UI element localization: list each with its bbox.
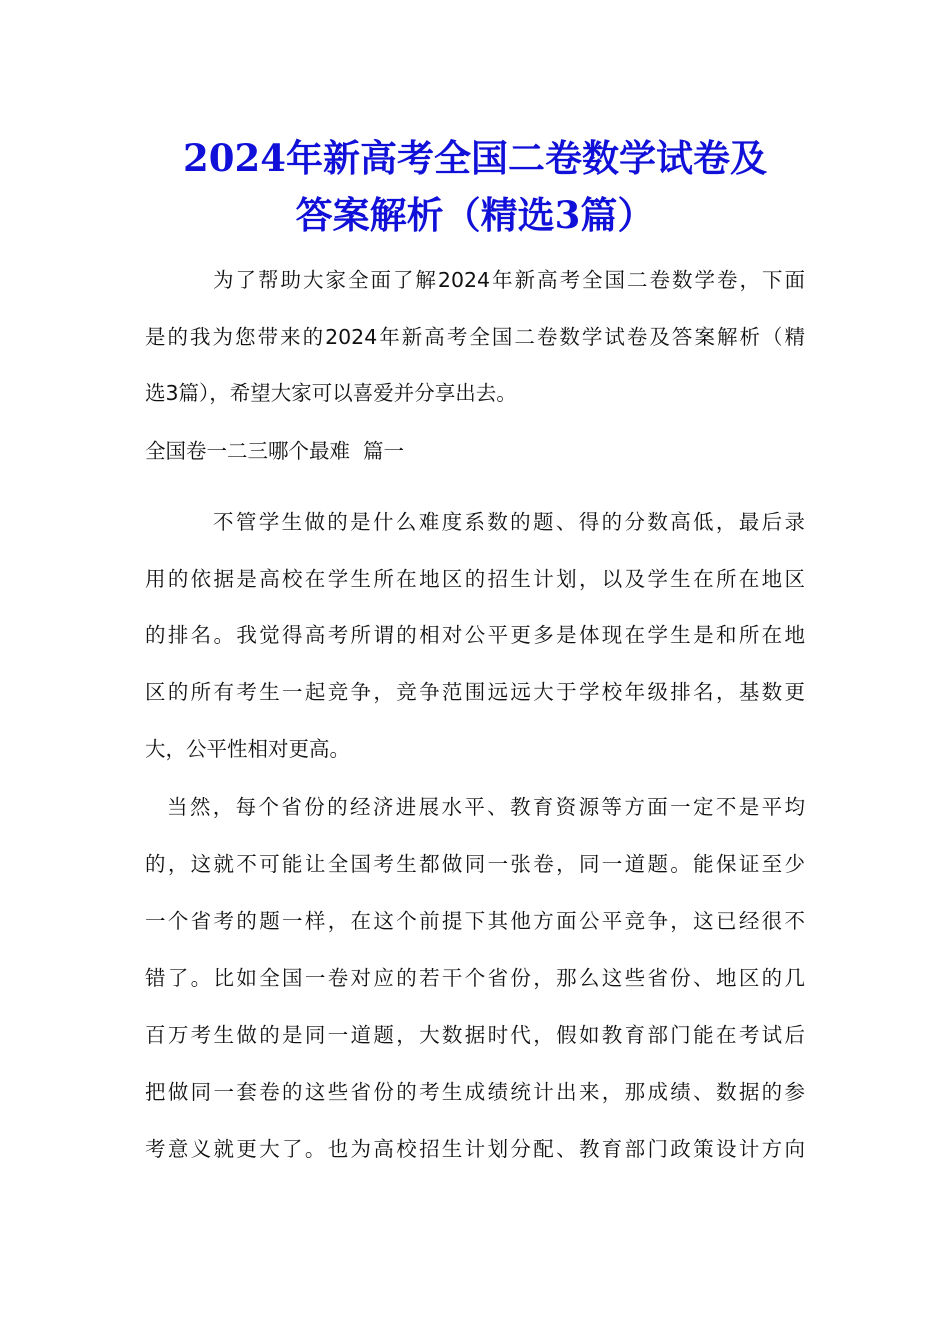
paragraph2-line-3: 一个省考的题一样，在这个前提下其他方面公平竞争，这已经很不 — [145, 909, 805, 933]
paragraph2-line-1: 当然，每个省份的经济进展水平、教育资源等方面一定不是平均 — [167, 795, 805, 819]
intro-line-2: 是的我为您带来的2024年新高考全国二卷数学试卷及答案解析（精 — [145, 325, 805, 349]
paragraph2-line-6: 把做同一套卷的这些省份的考生成绩统计出来，那成绩、数据的参 — [145, 1080, 805, 1104]
document-title-line-2: 答案解析（精选3篇） — [295, 193, 655, 237]
paragraph1-line-2: 用的依据是高校在学生所在地区的招生计划，以及学生在所在地区 — [145, 567, 805, 591]
intro-line-3: 选3篇），希望大家可以喜爱并分享出去。 — [145, 381, 517, 405]
intro-line-1: 为了帮助大家全面了解2024年新高考全国二卷数学卷，下面 — [213, 268, 805, 292]
section-heading: 全国卷一二三哪个最难 篇一 — [145, 439, 405, 463]
paragraph1-line-3: 的排名。我觉得高考所谓的相对公平更多是体现在学生是和所在地 — [145, 623, 805, 647]
paragraph2-line-2: 的，这就不可能让全国考生都做同一张卷，同一道题。能保证至少 — [145, 852, 805, 876]
paragraph2-line-7: 考意义就更大了。也为高校招生计划分配、教育部门政策设计方向 — [145, 1137, 805, 1161]
paragraph1-line-5: 大，公平性相对更高。 — [145, 737, 350, 761]
paragraph2-line-4: 错了。比如全国一卷对应的若干个省份，那么这些省份、地区的几 — [145, 966, 805, 990]
paragraph1-line-1: 不管学生做的是什么难度系数的题、得的分数高低，最后录 — [213, 510, 805, 534]
document-title-line-1: 2024年新高考全国二卷数学试卷及 — [183, 136, 767, 180]
paragraph2-line-5: 百万考生做的是同一道题，大数据时代，假如教育部门能在考试后 — [145, 1023, 805, 1047]
paragraph1-line-4: 区的所有考生一起竞争，竞争范围远远大于学校年级排名，基数更 — [145, 680, 805, 704]
